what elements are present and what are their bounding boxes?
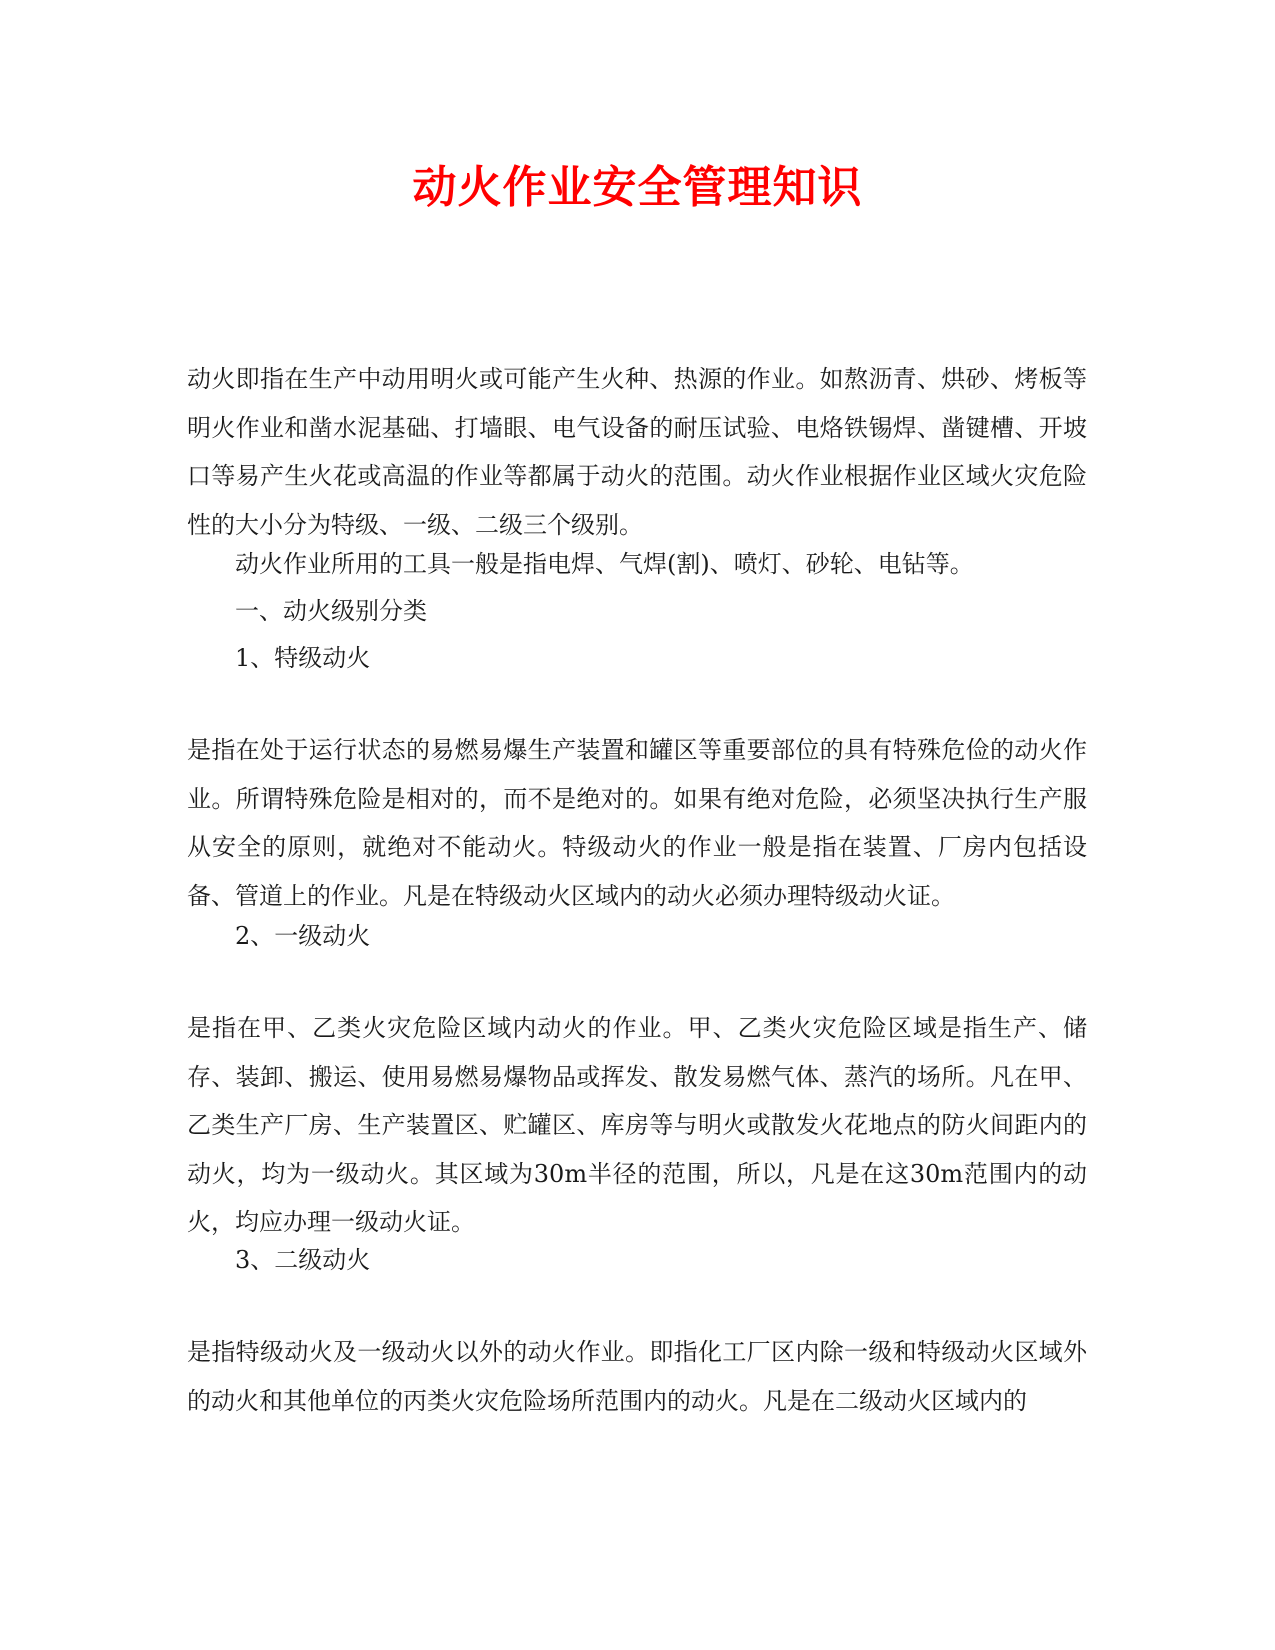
subheading-first-level: 2、一级动火	[235, 922, 371, 950]
section-heading-classification: 一、动火级别分类	[235, 597, 427, 625]
subheading-special-level: 1、特级动火	[235, 644, 371, 672]
paragraph-special-level: 是指在处于运行状态的易燃易爆生产装置和罐区等重要部位的具有特殊危俭的动火作业。所谓特殊危险是相对的，而不是绝对的。如果有绝对危险，必须坚决执行生产服从安全的原则，就绝对不能动火。特级动火的作业一般是指在装置、厂房内包括设备、管道上的作业。凡是在特级动火区域内的动火必须办理特级动火证。	[187, 736, 1087, 910]
paragraph-second-level: 是指特级动火及一级动火以外的动火作业。即指化工厂区内除一级和特级动火区域外的动火和其他单位的丙类火灾危险场所范围内的动火。凡是在二级动火区域内的	[187, 1338, 1087, 1415]
paragraph-first-level: 是指在甲、乙类火灾危险区域内动火的作业。甲、乙类火灾危险区域是指生产、储存、装卸、搬运、使用易燃易爆物品或挥发、散发易燃气体、蒸汽的场所。凡在甲、乙类生产厂房、生产装置区、贮罐区、库房等与明火或散发火花地点的防火间距内的动火，均为一级动火。其区域为30m半径的范围，所以，凡是在这30m范围内的动火，均应办理一级动火证。	[187, 1014, 1087, 1236]
paragraph-intro: 动火即指在生产中动用明火或可能产生火种、热源的作业。如熬沥青、烘砂、烤板等明火作业和凿水泥基础、打墙眼、电气设备的耐压试验、电烙铁锡焊、凿键槽、开坡口等易产生火花或高温的作业等都属于动火的范围。动火作业根据作业区域火灾危险性的大小分为特级、一级、二级三个级别。	[187, 365, 1087, 539]
document-title: 动火作业安全管理知识	[412, 162, 863, 213]
subheading-second-level: 3、二级动火	[235, 1246, 371, 1274]
paragraph-tools: 动火作业所用的工具一般是指电焊、气焊(割)、喷灯、砂轮、电钻等。	[235, 550, 974, 578]
